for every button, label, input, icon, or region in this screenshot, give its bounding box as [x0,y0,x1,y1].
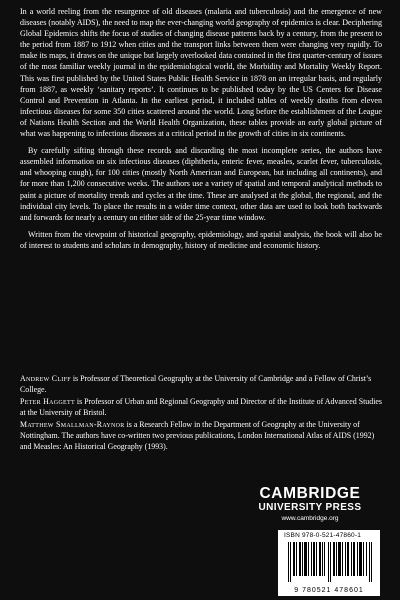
publisher-subtitle: UNIVERSITY PRESS [258,502,362,513]
publisher-name: CAMBRIDGE [259,485,361,502]
author-bio [20,420,382,452]
barcode-digits: 9 780521 478601 [294,587,364,594]
author-bio-text: is Professor of Urban and Regional Geography and Director of the Institute of Advanced Studies at the University of Bristol. [20,397,382,417]
author-name: Andrew Cliff [20,374,71,383]
author-bio-text: is a Research Fellow in the Department of Geography at the University of Nottingham. The authors have co-written two previous publications, London International Atlas of AIDS (1992) and Measles: An Historical Geography (1993). [20,420,375,451]
author-bios [20,374,382,454]
barcode [278,530,380,596]
description-paragraph-3: Written from the viewpoint of historical geography, epidemiology, and spatial analysis, the book will also be of interest to students and scholars in demography, history of medicine and economic history. [20,229,382,250]
publisher-logo [240,486,380,523]
description-paragraph-1: In a world reeling from the resurgence of old diseases (malaria and tuberculosis) and the emergence of new diseases (notably AIDS), the need to map the ever-changing world geography of epidemics is clear. Deciphering Global Epidemics shifts the focus of studies of changing disease patterns back by a century, from the present to the period from 1887 to 1912 when cities and the transport links between them were changing very rapidly. To make its maps, it draws on the unique but largely overlooked data contained in the first quarter-century of issues of the most familiar weekly journal in the epidemiological world, the Morbidity and Mortality Weekly Report. This was first published by the United States Public Health Service in 1878 on an irregular basis, and regularly from 1887, as weekly ‘sanitary reports’. It continues to be published today by the US Centers for Disease Control and Prevention in Atlanta. In the earliest period, it included tables of weekly deaths from eleven infectious diseases for some 350 cities scattered around the world. Long before the establishment of the League of Nations Health Section and the World Health Organization, these tables provide an early global picture of what was happening to infectious diseases at a critical period in the growth of cities in six continents. [20,7,382,139]
author-name: Peter Haggett [20,397,75,407]
author-bio [20,397,382,418]
book-description [20,6,382,257]
publisher-url: www.cambridge.org [281,515,339,522]
author-bio [20,374,382,395]
author-name: Matthew Smallman-Raynor [20,420,125,430]
barcode-bars [288,542,372,582]
author-bio-text: is Professor of Theoretical Geography at the University of Cambridge and a Fellow of Christ’s College. [20,374,372,394]
description-paragraph-2: By carefully sifting through these records and discarding the most incomplete series, the authors have assembled information on six infectious diseases (diphtheria, enteric fever, measles, scarlet fever, tuberculosis, and whooping cough), for 100 cities (mostly North American and European, but including all continents), and for more than 1,200 consecutive weeks. The authors use a variety of spatial and temporal analytical methods to paint a picture of mortality trends and cycles at the time. These are analysed at the global, the regional, and the individual city levels. To place the results in a wider time context, other data are used to look both backwards and forwards for nearly a century on either side of the 25-year time window. [20,146,382,222]
isbn-label: ISBN 978-0-521-47860-1 [284,532,362,539]
